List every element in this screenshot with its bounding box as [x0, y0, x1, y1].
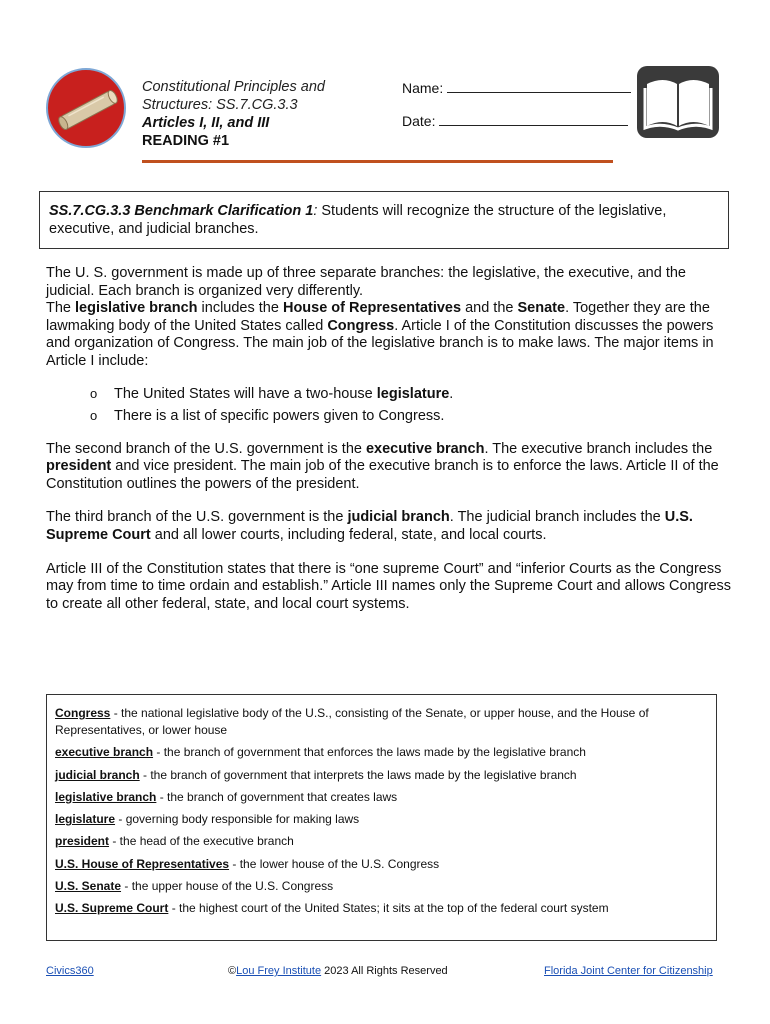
paragraph-intro: The U. S. government is made up of three separate branches: the legislative, the executive, and the judicial. Each branch is organized very differently.: [46, 265, 686, 299]
glossary-item: U.S. Senate - the upper house of the U.S. Congress: [55, 879, 334, 894]
glossary-item: legislative branch - the branch of government that creates laws: [55, 789, 398, 804]
title-line-3: Articles I, II, and III: [142, 115, 270, 131]
title-line-4: READING #1: [142, 133, 230, 149]
bullet-marker: o: [90, 407, 98, 423]
glossary-box: [46, 694, 717, 941]
footer-copyright: [228, 965, 448, 977]
title-line-1: Constitutional Principles and: [142, 79, 325, 95]
list-item: o There is a list of specific powers given to Congress.: [46, 405, 734, 427]
paragraph-judicial: The third branch of the U.S. government is the judicial branch. The judicial branch includes the U.S. Supreme Court and all lower courts, including federal, state, and local courts.: [46, 509, 693, 543]
benchmark-label: SS.7.CG.3.3 Benchmark Clarification 1: [49, 203, 314, 219]
date-label: Date:: [402, 113, 436, 129]
paragraph-legislative: The legislative branch includes the House of Representatives and the Senate. Together they are the lawmaking body of the United States called Congress. Article I of the Constitution discusses the powers and organization of Congress. The main job of the legislative branch is to make laws. The major items in Article I include:: [46, 300, 714, 369]
copyright-symbol: ©: [228, 965, 237, 977]
glossary-item: Congress - the national legislative body of the U.S., consisting of the Senate, or upper house, and the House of Representatives, or lower house: [55, 706, 649, 737]
name-label: Name:: [402, 80, 444, 96]
reading-body: [46, 265, 734, 613]
lou-frey-link[interactable]: Lou Frey Institute: [236, 965, 322, 977]
paragraph-executive: The second branch of the U.S. government is the executive branch. The executive branch includes the president and vice president. The main job of the executive branch is to enforce the laws. Article II of the Constitution outlines the powers of the president.: [46, 440, 719, 492]
glossary-item: legislature - governing body responsible for making laws: [55, 812, 360, 827]
glossary-item: executive branch - the branch of government that enforces the laws made by the legislative branch: [55, 745, 586, 760]
benchmark-text: Students will recognize the structure of the legislative, executive, and judicial branches.: [49, 203, 667, 237]
footer-fjcc[interactable]: [544, 965, 713, 977]
glossary-item: U.S. House of Representatives - the lower house of the U.S. Congress: [55, 856, 440, 871]
open-book-icon: [637, 66, 719, 138]
civics360-link[interactable]: Civics360: [46, 965, 94, 977]
scroll-logo: [46, 68, 126, 148]
name-field[interactable]: [402, 80, 631, 96]
scroll-icon: [48, 70, 126, 148]
worksheet-title: [142, 78, 392, 150]
footer-civics360[interactable]: [46, 965, 94, 977]
glossary-item: judicial branch - the branch of government that interprets the laws made by the legislative branch: [55, 767, 577, 782]
name-blank[interactable]: [447, 80, 631, 93]
paragraph-article-three: Article III of the Constitution states that there is “one supreme Court” and “inferior Courts as the Congress may from time to time ordain and establish.” Article III names only the Supreme Court and allows Congress to create all other federal, state, and local court systems.: [46, 560, 732, 612]
benchmark-colon: :: [313, 203, 318, 219]
title-line-2: Structures: SS.7.CG.3.3: [142, 97, 298, 113]
bullet-marker: o: [90, 385, 98, 401]
article-one-list: [46, 383, 734, 427]
rights-text: 2023 All Rights Reserved: [321, 965, 448, 977]
header-divider: [142, 160, 613, 163]
glossary-item: president - the head of the executive branch: [55, 834, 294, 849]
fjcc-link[interactable]: Florida Joint Center for Citizenship: [544, 965, 713, 977]
benchmark-box: [39, 191, 729, 249]
date-field[interactable]: [402, 113, 628, 129]
glossary-item: U.S. Supreme Court - the highest court of the United States; it sits at the top of the federal court system: [55, 901, 609, 916]
list-item: o The United States will have a two-house legislature.: [46, 383, 734, 405]
date-blank[interactable]: [439, 113, 628, 126]
